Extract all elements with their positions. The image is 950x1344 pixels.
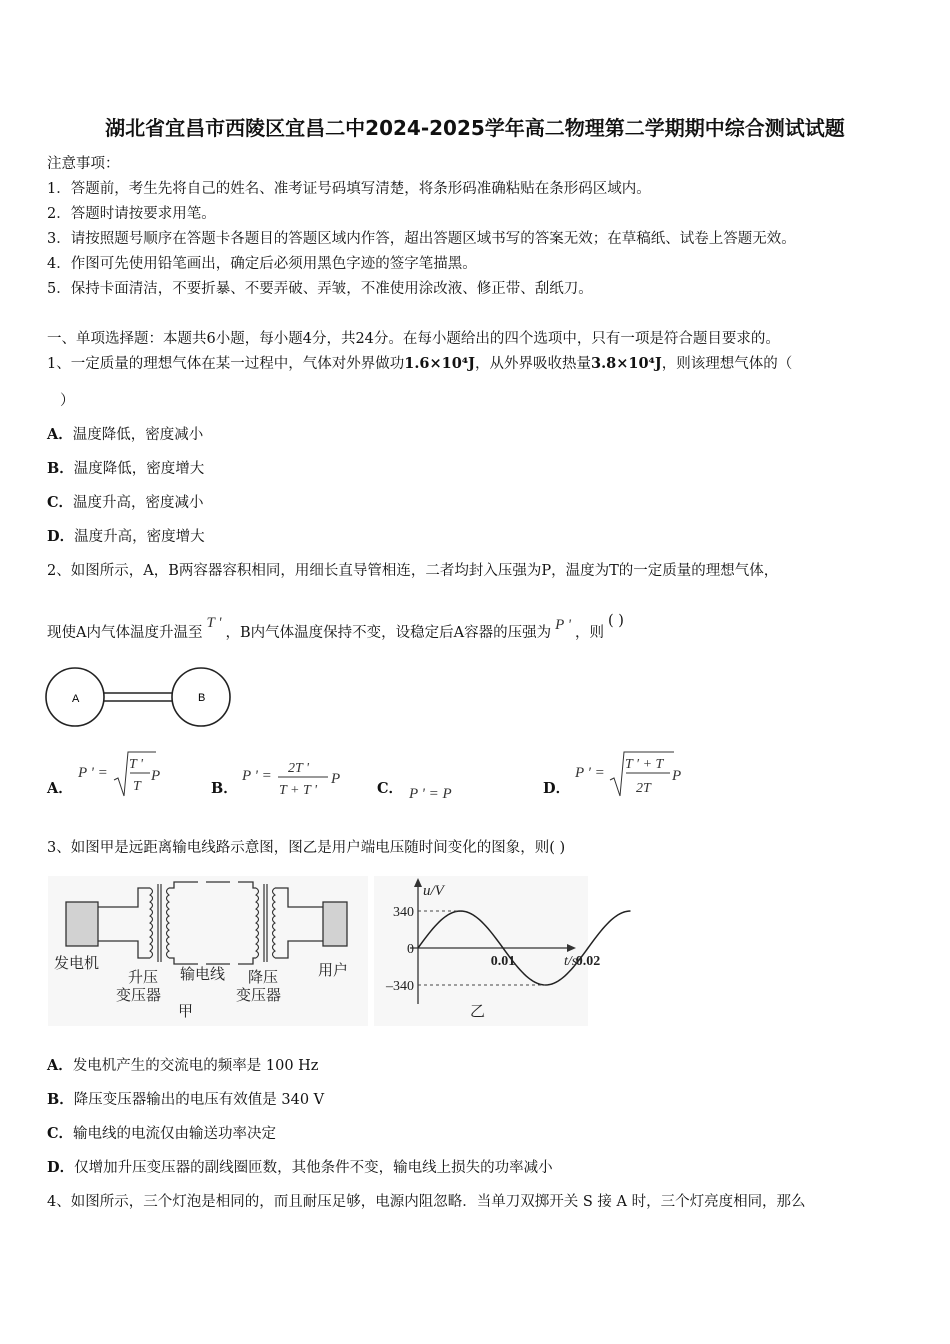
step-down-label-2: 变压器 (236, 986, 282, 1004)
option-label: A． (47, 1057, 73, 1074)
question-4-stem: 4、如图所示，三个灯泡是相同的，而且耐压足够，电源内阻忽略．当单刀双掷开关 S 接 A 时，三个灯亮度相同，那么 (47, 1194, 806, 1210)
q1-stem-close: ） (60, 393, 75, 409)
x-axis-label: t/s (564, 954, 578, 969)
q1-option-b (47, 457, 204, 478)
figure-caption-yi: 乙 (470, 1002, 486, 1020)
denominator: T + T ' (279, 783, 318, 798)
option-label: A． (47, 780, 73, 797)
user-label: 用户 (318, 961, 349, 979)
x-tick-label: 0.01 (490, 954, 516, 969)
option-label: B． (47, 1091, 74, 1108)
step-up-label-1: 升压 (128, 968, 159, 986)
numerator: T ' (129, 757, 144, 772)
option-label: C． (47, 1125, 74, 1142)
q2-option-a-label (47, 777, 73, 798)
figure-background (48, 876, 368, 1026)
q1-stem-b: ，从外界吸收热量 (475, 356, 591, 372)
notice-item: 4．作图可先使用铅笔画出，确定后必须用黑色字迹的签字笔描黑。 (47, 256, 477, 272)
step-up-label-2: 变压器 (116, 986, 162, 1004)
q2-option-a-formula (112, 748, 167, 800)
q2-option-d-label (543, 777, 570, 798)
q2-t-prime: T ' (206, 615, 222, 631)
q1-option-d (47, 525, 205, 546)
q2-paren: ( ) (608, 613, 624, 629)
q3-voltage-chart (374, 876, 601, 1026)
q1-option-a (47, 423, 203, 444)
option-label: A． (47, 426, 73, 443)
user-box (323, 902, 347, 946)
option-text: 温度降低，密度增大 (73, 461, 205, 477)
denominator: T (133, 779, 141, 794)
q2-containers-figure (44, 662, 236, 732)
q2-line2-a: 现使A内气体温度升温至 (47, 625, 203, 641)
q2-p-prime: P ' (555, 617, 572, 633)
question-2-line1: 2、如图所示，A，B两容器容积相同，用细长直导管相连，二者均封入压强为P，温度为T的一定质量的理想气体， (47, 563, 779, 579)
q1-work: 1.6×10⁴J (404, 355, 475, 372)
page-title: 湖北省宜昌市西陵区宜昌二中2024-2025学年高二物理第二学期期中综合测试试题 (105, 116, 845, 140)
q3-option-b (47, 1088, 324, 1109)
option-label: C． (377, 780, 404, 797)
q1-stem-a: 1、一定质量的理想气体在某一过程中，气体对外界做功 (47, 356, 405, 372)
x-tick-label: 0.02 (575, 954, 601, 969)
option-text: 仅增加升压变压器的副线圈匝数，其他条件不变，输电线上损失的功率减小 (74, 1160, 553, 1176)
notice-item: 3．请按照题号顺序在答题卡各题目的答题区域内作答，超出答题区域书写的答案无效；在草稿纸、试卷上答题无效。 (47, 231, 796, 247)
q3-option-c (47, 1122, 276, 1143)
notice-item: 5．保持卡面清洁，不要折暴、不要弄破、弄皱，不准使用涂改液、修正带、刮纸刀。 (47, 281, 593, 297)
option-label: B． (47, 460, 74, 477)
figure-caption-jia: 甲 (178, 1002, 194, 1020)
notice-heading: 注意事项： (47, 156, 120, 172)
option-label: D． (47, 528, 75, 545)
q3-transmission-diagram (48, 876, 368, 1026)
numerator: 2T ' (288, 761, 310, 776)
q1-stem-c: ，则该理想气体的（ (661, 356, 793, 372)
q2-option-b-formula (276, 752, 346, 804)
option-text: 温度升高，密度减小 (73, 495, 204, 511)
option-label: D． (543, 780, 571, 797)
label-b: B (198, 692, 206, 704)
option-text: 温度降低，密度减小 (72, 427, 204, 443)
y-tick-label: 340 (393, 905, 414, 920)
section-heading: 一、单项选择题：本题共6小题，每小题4分，共24分。在每小题给出的四个选项中，只有一项是符合题目要求的。 (47, 331, 780, 347)
question-1-stem (47, 352, 792, 373)
q1-heat: 3.8×10⁴J (591, 355, 662, 372)
option-label: B． (211, 780, 238, 797)
q2-option-b-lhs: P ' = (242, 768, 272, 784)
q1-option-c (47, 491, 204, 512)
question-2-line2 (47, 613, 624, 642)
q2-option-d-lhs: P ′ = (575, 765, 605, 781)
q2-option-d-formula (608, 748, 688, 800)
q2-line2-c: ，则 (575, 625, 605, 641)
question-3-stem: 3、如图甲是远距离输电线路示意图，图乙是用户端电压随时间变化的图象，则( ) (47, 840, 566, 856)
notice-item: 2．答题时请按要求用笔。 (47, 206, 216, 222)
tail: P (331, 771, 341, 787)
y-tick-label: 0 (407, 942, 414, 957)
notice-item: 1．答题前，考生先将自己的姓名、准考证号码填写清楚，将条形码准确粘贴在条形码区域内。 (47, 181, 651, 197)
option-text: 温度升高，密度增大 (74, 529, 205, 545)
option-text: 输电线的电流仅由输送功率决定 (73, 1126, 277, 1142)
numerator: T ′ + T (625, 757, 664, 772)
option-text: 发电机产生的交流电的频率是 100 Hz (72, 1058, 319, 1074)
tail: P (151, 768, 161, 784)
q2-option-a-lhs: P ' = (78, 765, 108, 781)
option-text: 降压变压器输出的电压有效值是 340 V (73, 1092, 325, 1108)
q3-option-a (47, 1054, 318, 1075)
step-down-label-1: 降压 (248, 968, 279, 986)
tail: P (672, 768, 682, 784)
q2-line2-b: ，B内气体温度保持不变，设稳定后A容器的压强为 (225, 625, 552, 641)
q2-option-c-expr: P ' = P (409, 786, 452, 802)
option-label: C． (47, 494, 74, 511)
generator-label: 发电机 (54, 954, 100, 972)
q3-option-d (47, 1156, 553, 1177)
generator-box (66, 902, 98, 946)
option-label: D． (47, 1159, 75, 1176)
denominator: 2T (636, 781, 651, 796)
y-axis-label: u/V (423, 883, 444, 899)
q2-option-c-label (377, 777, 403, 798)
y-tick-label: –340 (386, 979, 414, 994)
q2-option-b-label (211, 777, 238, 798)
label-a: A (72, 693, 80, 705)
line-label: 输电线 (180, 965, 226, 983)
